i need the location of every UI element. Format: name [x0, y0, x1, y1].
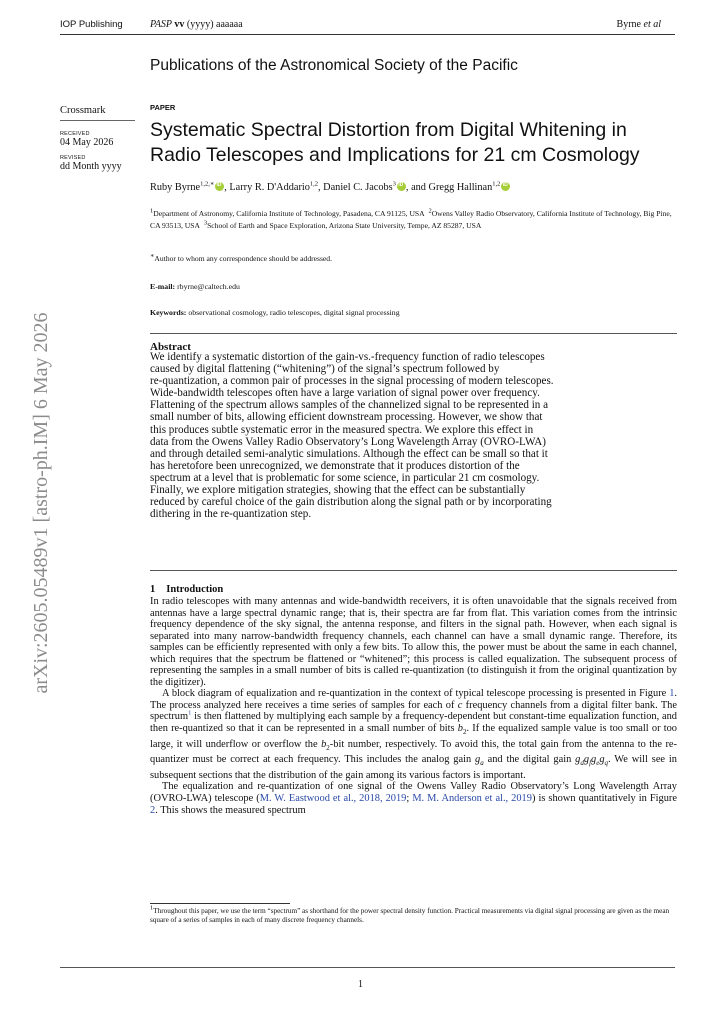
author-list: Ruby Byrne$^{1,2,∗}$iD , Larry R. D'Addario$^{1,2}$, Daniel C. Jacobs$^3$iD , and Gregg Hallinan$^{1,2}$iD [150, 182, 510, 193]
journal-year: (yyyy) [186, 19, 214, 30]
journal-citation [150, 19, 243, 30]
paragraph: The equalization and re-quantization of one signal of the Owens Valley Radio Observatory’s Long Wavelength Array (OVRO-LWA) telescope (M. W. Eastwood et al., 2018, 2019; M. M. Anderson et al., 2019) is shown quantitatively in Figure 2. This shows the measured spectrum [150, 781, 677, 816]
author-name: Gregg Hallinan [428, 182, 493, 193]
running-author: Byrne et al [616, 19, 661, 30]
article-number: aaaaaa [216, 19, 243, 30]
revised-date: dd Month yyyy [60, 161, 122, 172]
correspondence-note: ∗Author to whom any correspondence should be addressed. [150, 252, 332, 263]
keywords-line: Keywords: observational cosmology, radio telescopes, digital signal processing [150, 308, 400, 317]
footnote-rule [150, 903, 290, 904]
crossmark-link[interactable]: Crossmark [60, 105, 106, 116]
figure-link[interactable]: 1 [669, 688, 675, 700]
abstract-rule-top [150, 333, 677, 334]
paper-type-label: PAPER [150, 103, 176, 112]
page-number: 1 [358, 979, 363, 990]
paragraph: A block diagram of equalization and re-quantization in the context of typical telescope processing is presented in Figure 1. The process analyzed here receives a time series of samples for each of c frequency channels from a digital filter bank. The spectrum$^1$ is then flattened by multiplying each sample by a frequency-dependent but constant-time equalization function, and then re-quantized so that it can be represented in a small number of bits $b_2$. If the equalized sample value is too small or too large, it will underflow or overflow the $b_2$-bit number, respectively. To avoid this, the total gain from the antenna to the re-quantizer must be correct at each frequency. This includes the analog gain $g_a$ and the digital gain $g_dg_fg_eg_q$. We will see in subsequent sections that the distribution of the gain among its various factors is important. [150, 688, 677, 781]
received-label: RECEIVED [60, 131, 90, 137]
abstract-body: We identify a systematic distortion of the gain-vs.-frequency function of radio telescopes caused by digital flattening (“whitening”) of the signal’s spectrum followed by re-quantization, a common pair of processes in the signal processing of modern telescopes. Wide-bandwidth telescopes often have a large variation of signal power over frequency. Flattening of the spectrum allows samples of the channelized signal to be represented in a small number of bits, allowing efficient downstream processing. However, we show that this produces subtle systematic error in the measured spectra. We explore this effect in data from the Owens Valley Radio Observatory’s Long Wavelength Array (OVRO-LWA) and through detailed semi-analytic simulations. Although the effect can be small so that it has heretofore been unrecognized, we demonstrate that it produces distortion of the spectrum at a level that is problematic for some science, in particular 21 cm cosmology. Finally, we explore mitigation strategies, showing that the effect can be substantially reduced by careful choice of the gain distribution along the signal path or by incorporating dithering in the re-quantization step. [150, 351, 554, 521]
paper-title: Systematic Spectral Distortion from Digital Whitening in Radio Telescopes and Implications for 21 cm Cosmology [150, 119, 640, 166]
orcid-icon[interactable] [397, 182, 406, 191]
abstract-rule-bottom [150, 570, 677, 571]
footnote: $^1$Throughout this paper, we use the term “spectrum” as shorthand for the power spectral density function. Practical measurements via digital signal processing are given as the mean square of a series of samples in each of many discrete frequency channels. [150, 904, 670, 925]
author-name: Daniel C. Jacobs [323, 182, 393, 193]
publisher-name: IOP Publishing [60, 19, 123, 30]
footer-rule [60, 967, 675, 968]
author-name: Ruby Byrne [150, 182, 201, 193]
author-name: Larry R. D'Addario [229, 182, 310, 193]
abstract-heading: Abstract [150, 341, 191, 353]
citation-link[interactable]: M. W. Eastwood et al., 2018, 2019 [259, 792, 407, 804]
citation-link[interactable]: M. M. Anderson et al., 2019 [412, 792, 532, 804]
arxiv-stamp: arXiv:2605.05489v1 [astro-ph.IM] 6 May 2026 [30, 312, 52, 694]
sidebar-rule [60, 120, 135, 121]
affiliations: $^1$Department of Astronomy, California Institute of Technology, Pasadena, CA 91125, USA $^2$Owens Valley Radio Observatory, California Institute of Technology, Big Pine, CA 93513, USA $^3$School of Earth and Space Exploration, Arizona State University, Tempe, AZ 85287, USA [150, 207, 672, 230]
footnote-link[interactable]: 1 [188, 710, 192, 717]
received-date: 04 May 2026 [60, 137, 114, 148]
journal-abbrev: PASP [150, 19, 172, 30]
email-link[interactable]: rbyrne@caltech.edu [177, 282, 240, 291]
revised-label: REVISED [60, 155, 86, 161]
orcid-icon[interactable] [501, 182, 510, 191]
intro-body [150, 596, 677, 816]
figure-link[interactable]: 2 [150, 804, 156, 816]
email-line: E-mail: rbyrne@caltech.edu [150, 282, 240, 291]
journal-title: Publications of the Astronomical Society of the Pacific [150, 57, 518, 74]
header-rule [60, 34, 675, 35]
orcid-icon[interactable] [215, 182, 224, 191]
section-heading: 1 Introduction [150, 584, 224, 595]
journal-volume: vv [174, 19, 185, 30]
paragraph: In radio telescopes with many antennas and wide-bandwidth receivers, it is often unavoidable that the signals received from antennas have a large spectral dynamic range; that is, their spectra are far from flat. This variation comes from the intrinsic frequency dependence of the sky signal, the antenna response, and filters in the signal path. However, when each signal is separated into many narrow-bandwidth frequency channels, each channel can have a small dynamic range. Therefore, its samples can be efficiently represented with only a few bits. To allow this, the power must be about the same in each channel, which requires that the spectrum be flattened or “whitened”; this process is called equalization. The subsequent process of representing the samples in a small number of bits is called re-quantization (to distinguish it from the original quantization by the digitizer). [150, 596, 677, 688]
